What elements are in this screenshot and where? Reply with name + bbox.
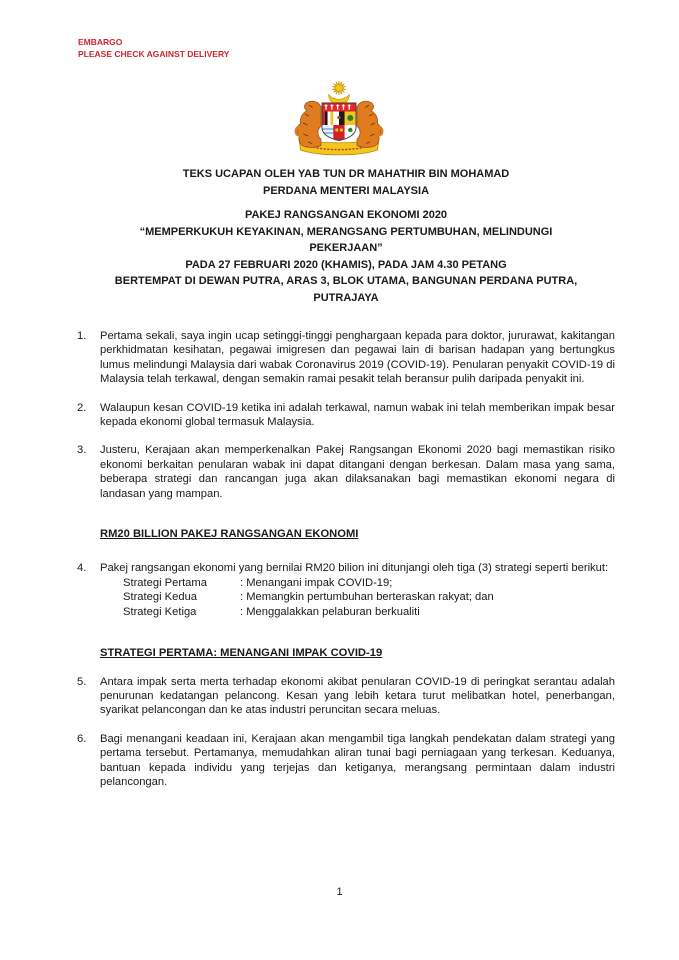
document-title: [77, 166, 615, 199]
strategy-row-2: [77, 590, 615, 604]
event-line-1: PAKEJ RANGSANGAN EKONOMI 2020: [244, 209, 448, 221]
embargo-notice: [78, 37, 229, 60]
paragraph-5: [77, 675, 615, 718]
paragraph-5-text: Antara impak serta merta terhadap ekonomi akibat penularan COVID-19 di peringkat serantau adalah penurunan kedatangan pelancong. Kesan yang lebih ketara turut melibatkan hotel, penerbangan, syarikat pelancongan dan ke atas industri peruncitan secara meluas.: [100, 675, 615, 717]
paragraph-4: [77, 561, 615, 575]
title-line-1: TEKS UCAPAN OLEH YAB TUN DR MAHATHIR BIN MOHAMAD: [182, 168, 510, 180]
strategy-list: [77, 576, 615, 619]
strategy-1-label: Strategi Pertama: [123, 576, 207, 589]
paragraph-6-number: 6.: [77, 732, 87, 745]
event-line-2: “MEMPERKUKUH KEYAKINAN, MERANGSANG PERTUMBUHAN, MELINDUNGI: [139, 225, 553, 238]
page-number: 1: [336, 886, 343, 898]
event-line-5: BERTEMPAT DI DEWAN PUTRA, ARAS 3, BLOK UTAMA, BANGUNAN PERDANA PUTRA,: [114, 275, 578, 287]
embargo-line-1: EMBARGO: [78, 37, 123, 47]
paragraph-2-number: 2.: [77, 401, 87, 414]
strategy-3-label: Strategi Ketiga: [123, 605, 197, 618]
paragraph-4-number: 4.: [77, 562, 87, 575]
paragraph-2: [77, 401, 615, 430]
title-line-2: PERDANA MENTERI MALAYSIA: [262, 184, 430, 197]
paragraph-6: [77, 732, 615, 790]
paragraph-3: [77, 443, 615, 501]
strategy-row-3: [77, 605, 615, 619]
paragraph-4-text: Pakej rangsangan ekonomi yang bernilai RM20 bilion ini ditunjangi oleh tiga (3) strategi seperti berikut:: [100, 562, 609, 575]
strategy-row-1: [77, 576, 615, 590]
paragraph-1-text: Pertama sekali, saya ingin ucap setinggi-tinggi penghargaan kepada para doktor, jururawat, kakitangan perkhidmatan kesihatan, pegawai imigresen dan pegawai lain di barisan hadapan yang bertungkus lumus melindungi Malaysia dari wabak Coronavirus 2019 (COVID-19). Penularan penyakit COVID-19 di Malaysia telah terkawal, dengan semakin ramai pesakit telah beransur pulih daripada penyakit ini.: [100, 330, 615, 386]
paragraph-list: [77, 329, 615, 789]
paragraph-3-text: Justeru, Kerajaan akan memperkenalkan Pakej Rangsangan Ekonomi 2020 bagi memastikan risiko ekonomi berkaitan penularan wabak ini dapat ditangani dengan berkesan. Dalam masa yang sama, beberapa strategi dan rancangan juga akan dilaksanakan bagi memastikan ekonomi negara di landasan yang mampan.: [100, 444, 615, 500]
event-line-6: PUTRAJAYA: [313, 291, 379, 304]
star-and-crescent-shape: [329, 81, 350, 105]
paragraph-5-number: 5.: [77, 675, 87, 688]
event-line-4: PADA 27 FEBRUARI 2020 (KHAMIS), PADA JAM 4.30 PETANG: [185, 258, 507, 271]
document-body: [77, 166, 615, 803]
paragraph-2-text: Walaupun kesan COVID-19 ketika ini adalah terkawal, namun wabak ini telah memberikan impak besar kepada ekonomi global termasuk Malaysia.: [100, 401, 615, 429]
strategy-1-desc: : Menangani impak COVID-19;: [240, 576, 393, 589]
malaysia-coat-of-arms: [291, 76, 387, 162]
event-details: [77, 207, 615, 306]
strategy-3-desc: : Menggalakkan pelaburan berkualiti: [240, 605, 420, 618]
section-heading-rm20: RM20 BILLION PAKEJ RANGSANGAN EKONOMI: [100, 528, 359, 541]
strategy-2-desc: : Memangkin pertumbuhan berteraskan rakyat; dan: [240, 591, 494, 604]
embargo-line-2: PLEASE CHECK AGAINST DELIVERY: [78, 48, 230, 59]
strategy-2-label: Strategi Kedua: [123, 591, 198, 604]
paragraph-3-number: 3.: [77, 444, 87, 457]
paragraph-6-text: Bagi menangani keadaan ini, Kerajaan akan mengambil tiga langkah pendekatan dalam strategi yang pertama tersebut. Pertamanya, memudahkan aliran tunai bagi perniagaan yang terkesan. Keduanya, bantuan kepada individu yang terjejas dan ketiganya, merangsang permintaan dalam industri pelancongan.: [100, 732, 615, 788]
event-line-3: PEKERJAAN”: [309, 242, 383, 254]
shield-shape: [322, 103, 356, 141]
section-heading-strategi-pertama: STRATEGI PERTAMA: MENANGANI IMPAK COVID-19: [100, 647, 383, 660]
malaysia-coat-of-arms-icon: [291, 76, 387, 162]
paragraph-1: [77, 329, 615, 387]
paragraph-1-number: 1.: [77, 330, 87, 342]
